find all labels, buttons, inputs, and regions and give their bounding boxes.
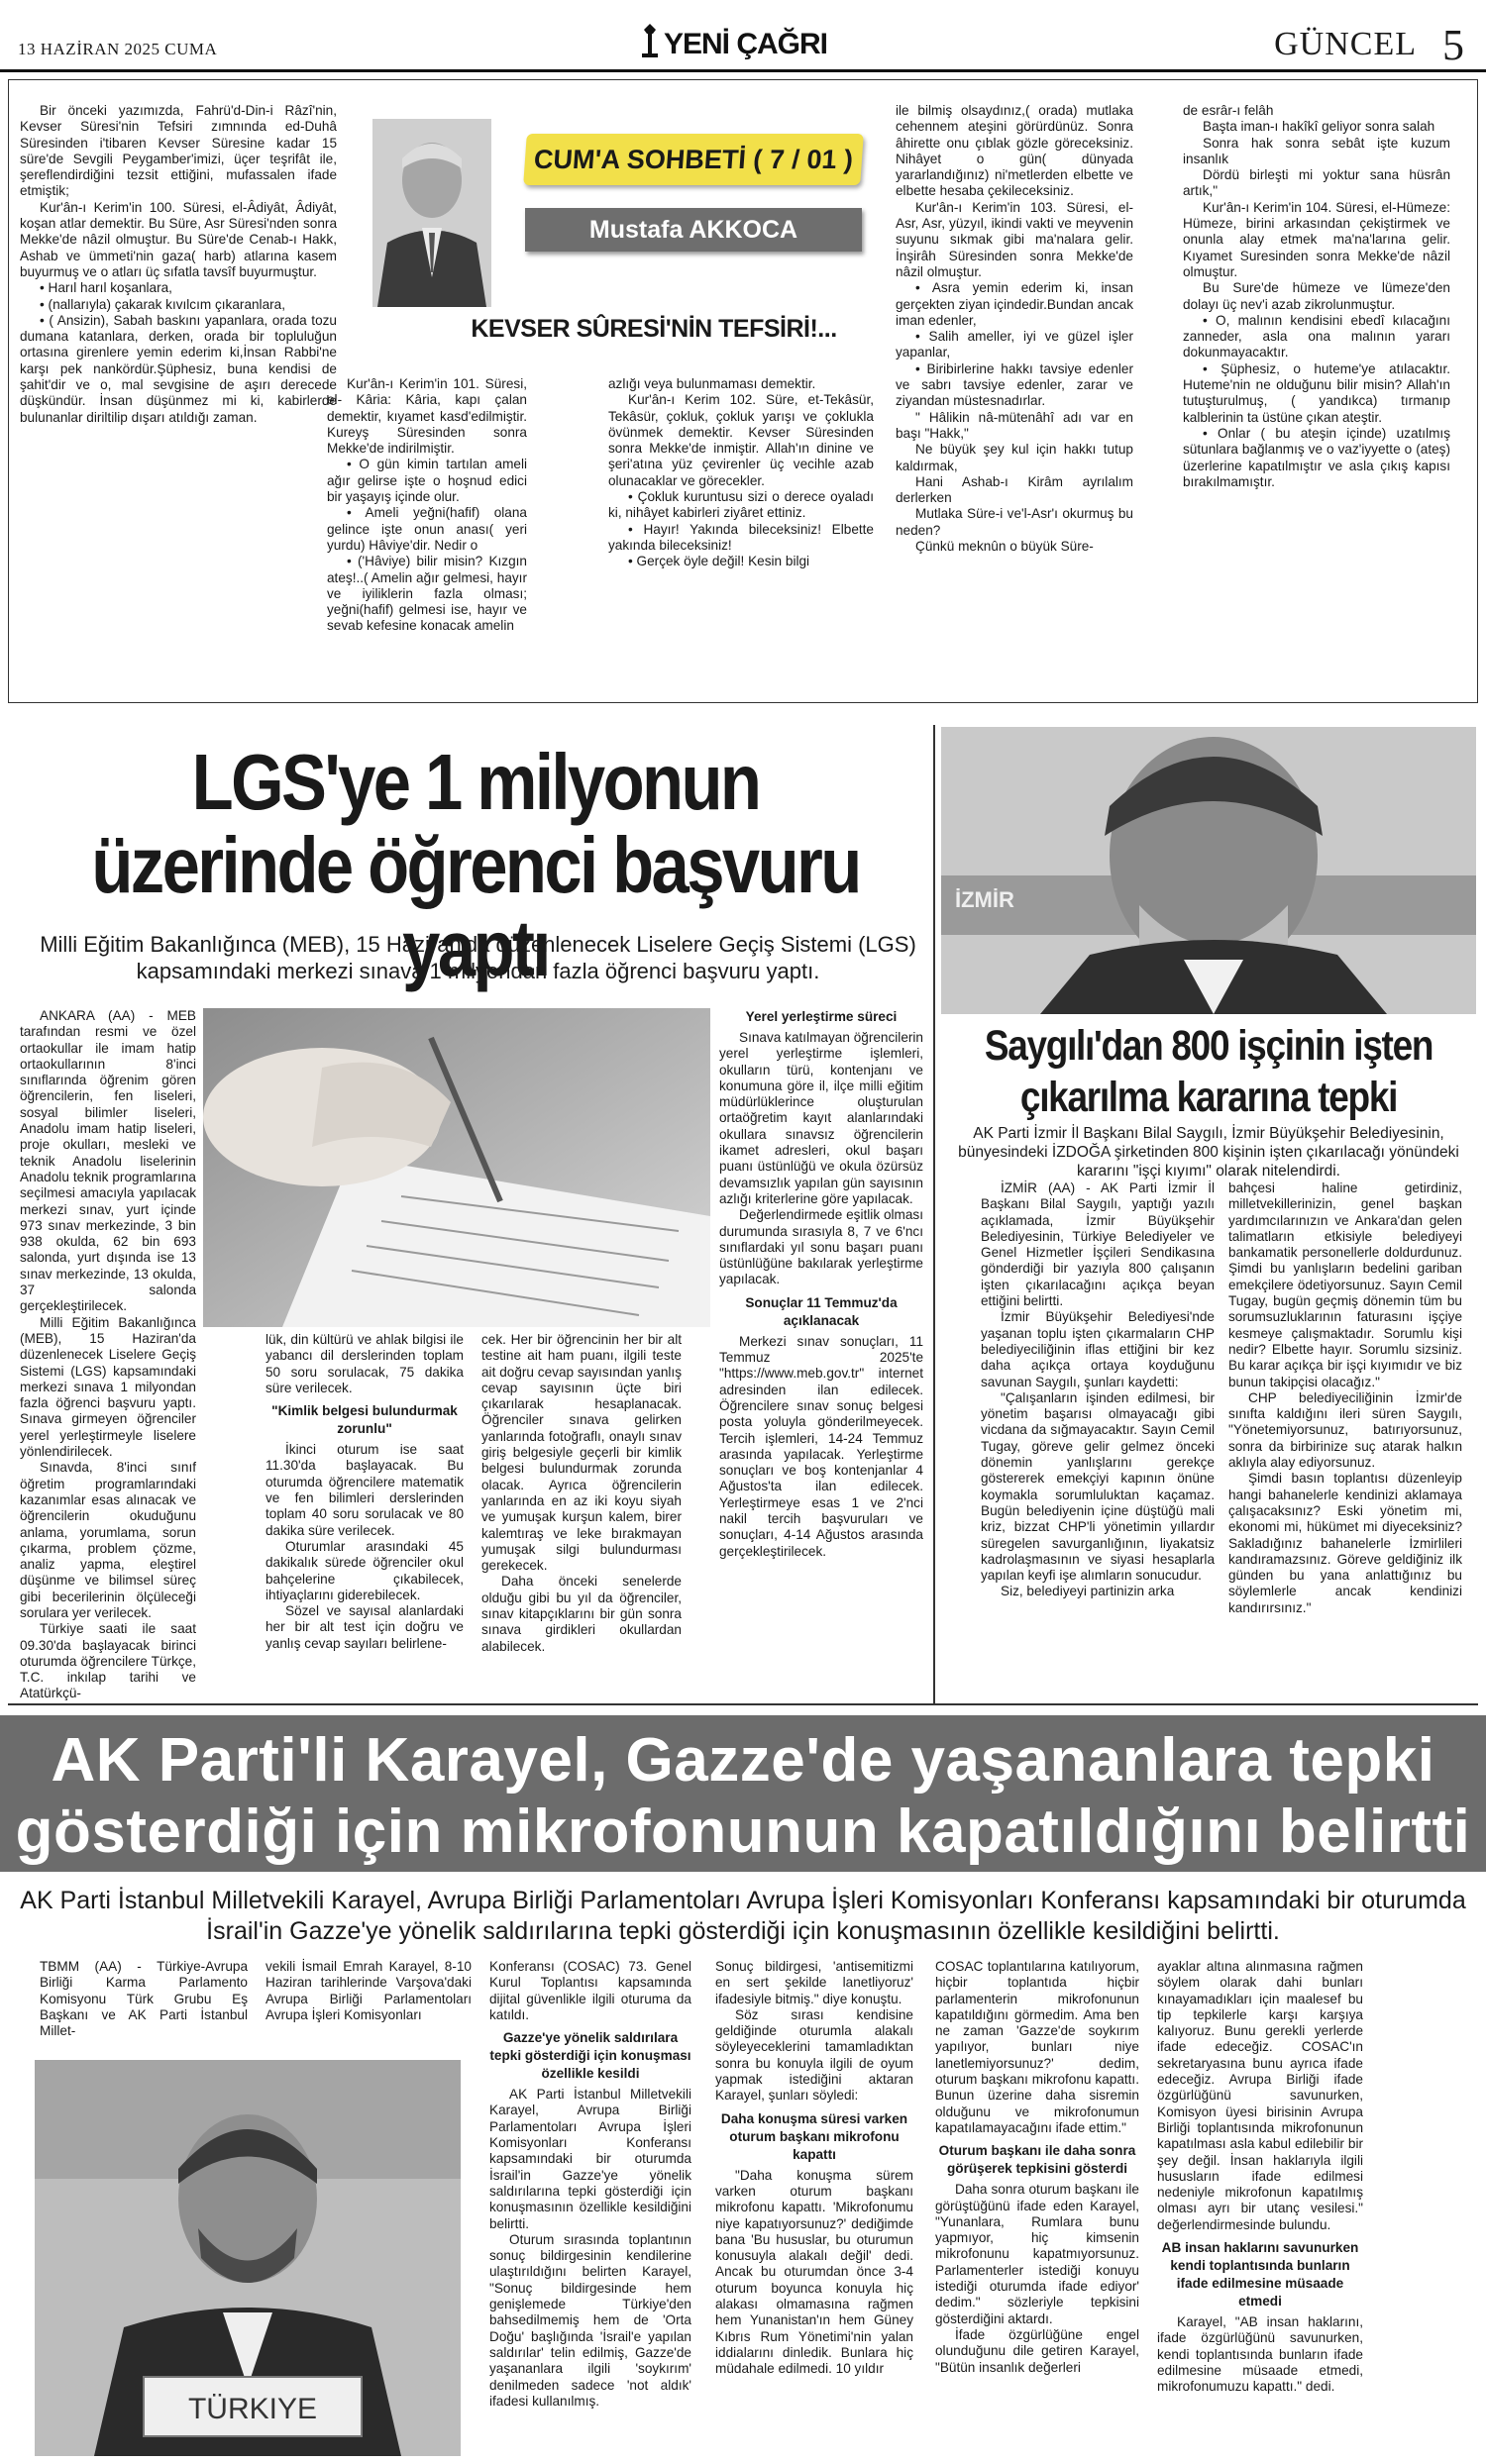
- karayel-col-6: [1157, 1959, 1363, 2396]
- paragraph: Sınava katılmayan öğrencilerin yerel yerleştirme işlemleri, okulların türü, kontenjanı ve konumuna göre il, ilçe milli eğitim müdürlüklerince oluşturulan ortaöğretim kayıt alanlarındaki okullara sınavsız öğrencilerin ikamet adresleri, okul başarı puanı üstünlüğü ve okula özürsüz devamsızlık yapılan gün sayısının azlığı kriterlerine göre yapılacak.: [719, 1030, 923, 1206]
- header-rule: [0, 69, 1486, 72]
- subheading: Gazze'ye yönelik saldırılara tepki gösterdiği için konuşması özellikle kesildi: [489, 2030, 691, 2082]
- paragraph: Bu Sure'de hümeze ve lümeze'den dolayı üç nev'i azab zikrolunmuştur.: [1183, 280, 1450, 312]
- logo-text: YENİ ÇAĞRI: [664, 28, 828, 60]
- photo-caption: İZMİR: [955, 887, 1014, 912]
- paragraph: İfade özgürlüğüne engel olunduğunu dile getiren Karayel, "Bütün insanlık değerleri: [935, 2326, 1139, 2375]
- paragraph: • Asra yemin ederim ki, insan gerçekten ziyan içindedir.Bundan ancak iman edenler,: [896, 280, 1133, 328]
- paragraph: Söz sırası kendisine geldiğinde oturumla alakalı söyleyeceklerini tamamladıktan sonra bu konuyla ilgili de oyum yapmak istediğini aktaran Karayel, şunları söyledi:: [715, 2006, 913, 2104]
- karayel-col-3: [489, 1959, 691, 2410]
- torch-icon: [642, 24, 658, 57]
- subheading: Yerel yerleştirme süreci: [745, 1009, 898, 1024]
- paragraph: Dördü birleşti mi yoktur sana hüsrân artık,": [1183, 167, 1450, 199]
- paragraph: Kur'ân-ı Kerim 102. Süre, et-Tekâsür, Tekâsür, çokluk, çokluk yarışı ve çoklukla övünmek demektir. Kevser Süresinden sonra Mekke'de inmiştir. Allah'ın dinine ve şeri'atına yüz çevirenler üç vecihle azab olunacaklar ve görecekler.: [608, 392, 874, 488]
- paragraph: Kur'ân-ı Kerim'in 101. Süresi, el- Kâria: Kâria, kapı çalan demektir, kıyamet kasd'edilmiştir. Kureyş Süresinden sonra Mekke'de indirilmiştir.: [327, 376, 527, 457]
- saygili-headline[interactable]: Saygılı'dan 800 işçinin işten çıkarılma kararına tepki: [984, 1022, 1433, 1121]
- paragraph: Daha önceki senelerde olduğu gibi bu yıl da öğrenciler, sınav kitapçıklarını bir gün sonra sınava girdikleri okullardan alabilecek.: [481, 1574, 682, 1654]
- headline-line-2: gösterdiği için mikrofonunun kapatıldığını belirtti: [15, 1797, 1471, 1866]
- saygili-col-1: [981, 1181, 1215, 1600]
- paragraph: COSAC toplantılarına katılıyorum, hiçbir toplantıda hiçbir parlamenterin mikrofonunun kapatıldığını görmedim. Ama ben ne zaman 'Gazze'de soykırım yapılıyor, bunları niye lanetlemiyorsunuz?' dedim, oturum başkanı mikrofonu kapattı. Bunun üzerine daha sisremin olduğunu ve mikrofonumun kapatılamayacağını ifade ettim.": [935, 1959, 1139, 2135]
- series-title-banner: CUM'A SOHBETİ ( 7 / 01 ): [523, 134, 864, 185]
- paragraph: Merkezi sınav sonuçları, 11 Temmuz 2025'te "https://www.meb.gov.tr" internet adresinden ilan edilecek. Öğrencilere sınav sonuç belgesi posta yoluyla gönderilmeyecek. Tercih işlemleri, 14-24 Temmuz arasında yapılacak. Yerleştirme sonuçları ve boş kontenjanlar 4 Ağustos'ta ilan edilecek. Yerleştirmeye esas 1 ve 2'nci nakil tercih başvuruları ve sonuçları, 4-14 Ağustos arasında gerçekleştirilecek.: [719, 1333, 923, 1559]
- paragraph: Sonuç bildirgesi, 'antisemitizmi en sert şekilde lanetliyoruz' ifadesiyle bitmiş." diye konuştu.: [715, 1959, 913, 2006]
- paragraph: Karayel, "AB insan haklarını, ifade özgürlüğünü savunurken, kendi toplantısında bunların ifade edilmesine müsaade etmedi, mikrofonumuzu kapattı." dedi.: [1157, 2314, 1363, 2395]
- exam-photo: [203, 1008, 710, 1327]
- karayel-col-1-top: [40, 1959, 248, 2039]
- paragraph: • Gerçek öyle değil! Kesin bilgi: [628, 554, 810, 569]
- paragraph: Kur'ân-ı Kerim'in 103. Süresi, el- Asr, Asr, yüzyıl, ikindi vakti ve meyvenin suyunu sıkmak gibi ma'nalara gelir. İnşirâh Süresinden sonra Mekke'de nâzil olmuştur.: [896, 199, 1133, 279]
- cuma-col-3: [608, 376, 874, 570]
- paragraph: • ('Hâviye) bilir misin? Kızgın ateş!..( Amelin ağır gelmesi, hayır ve iyiliklerin fazla olması; yeğni(hafif) gelmesi ise, hayır ve sevab kefesine konacak amelin: [327, 554, 527, 634]
- paragraph: vekili İsmail Emrah Karayel, 8-10 Haziran tarihlerinde Varşova'daki Avrupa Birliği Parlamentoları Avrupa İşleri Komisyonları: [265, 1959, 472, 2022]
- paragraph: • Hayır! Yakında bileceksiniz! Elbette yakında bileceksiniz!: [608, 521, 874, 553]
- paragraph: Kur'ân-ı Kerim'in 100. Süresi, el-Âdiyât, Âdiyât, koşan atlar demektir. Bu Süre, Asr Süresi'nden sonra Mekke'de nâzil olmuştur. Bu Süre'de Cenab-ı Hakk, Ashab ve ümmeti'nin gaza( harb) atlarına kasem buyurmuş ve o atları üç sıfatla tavsîf buyurmuştur.: [20, 199, 337, 279]
- paragraph: de esrâr-ı felâh: [1183, 103, 1274, 118]
- cuma-col-5: [1183, 103, 1450, 490]
- paragraph: Sınavda, 8'inci sınıf öğretim programlarındaki kazanımlar esas alınacak ve öğrencilerin okuduğunu anlama, yorumlama, sorun çıkarma, problem çözme, analiz yapma, eleştirel düşünme ve bilimsel süreç gibi becerilerinin ölçüleceği sorulara yer verilecek.: [20, 1460, 196, 1620]
- karayel-photo: [35, 2060, 461, 2456]
- paragraph: Türkiye saati ile saat 09.30'da başlayacak birinci oturumda öğrencilere Türkçe, T.C. inkılap tarihi ve Atatürkçü-: [20, 1621, 196, 1701]
- saygili-lead: AK Parti İzmir İl Başkanı Bilal Saygılı, İzmir Büyükşehir Belediyesinin, bünyesindeki İZDOĞA şirketinden 800 kişinin işten çıkarılacağı yönündeki kararını "işçi kıyımı" olarak nitelendirdi.: [958, 1125, 1459, 1180]
- karayel-headline[interactable]: [0, 1725, 1486, 1868]
- paragraph: • (nallarıyla) çakarak kıvılcım çıkaranlara,: [40, 296, 286, 312]
- paragraph: Çünkü meknûn o büyük Süre-: [915, 539, 1094, 555]
- paragraph: • Onlar ( bu ateşin içinde) uzatılmış sütunlara bağlanmış ve o vaz'iyyette o (ateş) üzerlerine kapatılmıştır ve asla çıkış kapısı bırakılmamıştır.: [1183, 425, 1450, 489]
- paragraph: Hani Ashab-ı Kirâm ayrılalım derlerken: [896, 473, 1133, 506]
- karayel-lead: AK Parti İstanbul Milletvekili Karayel, Avrupa Birliği Parlamentoları Avrupa İşleri Komisyonları Konferansı kapsamındaki bir oturumda İsrail'in Gazze'ye yönelik saldırılarına tepki gösterdiği için konuşmasının özellikle kesildiğini belirtti.: [20, 1887, 1466, 1945]
- lgs-col-2: [265, 1332, 464, 1652]
- paragraph: İZMİR (AA) - AK Parti İzmir İl Başkanı Bilal Saygılı, yaptığı yazılı açıklamada, İzmir Büyükşehir Belediyesinin, Türkiye Belediyeler ve Genel Hizmetler İşçileri Sendikasına gönderdiği bir yazıyla 800 çalışanın işten çıkarılacağını açıkça beyan ettiğini belirtti.: [981, 1181, 1215, 1309]
- subheading: Oturum başkanı ile daha sonra görüşerek tepkisini gösterdi: [938, 2143, 1136, 2177]
- column-divider: [933, 725, 935, 1703]
- paragraph: "Çalışanların işinden edilmesi, bir yönetim başarısı olmayacağı gibi vicdana da sığmayacaktır. Sayın Cemil Tugay, göreve gelir gelmez önceki dönemin yanlışlarını gerekçe göstererek emekçiyi kapının önüne koymakla sorumluluktan kaçamaz. Bugün belediyenin içine düştüğü mali kriz, bizzat CHP'li yönetimin yıllardır süregelen savurganlığının, liyakatsiz kadrolaşmasının ve siyasi hesaplarla yapılan keyfi işe alımların sonucudur.: [981, 1389, 1215, 1584]
- politician-photo: [941, 727, 1476, 1014]
- paragraph: cek. Her bir öğrencinin her bir alt testine ait ham puanı, ilgili teste ait doğru cevap sayısından yanlış cevap sayısının üçte biri çıkarılarak hesaplanacak. Öğrenciler sınava gelirken yanlarında fotoğraflı, onaylı sınav giriş belgesiyle geçerli bir kimlik belgesi bulundurmak zorunda olacak. Ayrıca öğrencilerin yanlarında en az iki koyu siyah ve yumuşak kurşun kalem, birer kalemtıraş ve leke bırakmayan yumuşak silgi bulundurması gerekecek.: [481, 1332, 682, 1574]
- paragraph: bahçesi haline getirdiniz, milletvekillerinizin, genel başkan yardımcılarınızın ve Ankara'dan gelen talimatların etkisiyle belediyeyi bankamatik personellerle doldurdunuz. Şimdi bu yanlışların bedelini gariban emekçilere ödetiyorsunuz. Sayın Cemil Tugay, bugün geçmiş dönemin tüm bu sorumsuzluklarının faturasını işçiye kesmeye çalışmaktadır. Sorumlu kişi nedir? Elbette hayır. Sorumlu sizsiniz. Bu karar açıkça bir işçi kıyımıdır ve biz bunun takipçisi olacağız.": [1228, 1181, 1462, 1389]
- paragraph: • Çokluk kuruntusu sizi o derece oyaladı ki, nihâyet kabirleri ziyâret ettiniz.: [608, 489, 874, 521]
- author-photo: [372, 119, 491, 307]
- paragraph: Bir önceki yazımızda, Fahrü'd-Din-i Râzî'nin, Kevser Süresi'nin Tefsiri zımnında ed-Duhâ Süresinden i'tibaren Kevser Süresine kadar 15 süre'de Sevgili Peygamber'imizi, üçer teşrifât ile, şereflendirdiğini tezsit ettiğini, mufassalen ifade etmiştik;: [20, 103, 337, 199]
- lgs-col-3: [481, 1332, 682, 1655]
- paragraph: • Şüphesiz, o huteme'ye atılacaktır. Huteme'nin ne olduğunu bilir misin? Allah'ın tutuşturulmuş, ( yandıkca) tırmanıp kalblerinin ta üstüne çıkan ateştir.: [1183, 360, 1450, 425]
- paragraph: • ( Ansizin), Sabah baskını yapanlara, orada tozu dumana katanlara, derken, orada bir topluluğun ortasına girenlere yemin ederim ki,İnsan Rabbi'ne karşı pek nankördür.Şüphesiz, buna kendisi de şahit'dir ve o, mal sevgisine de aşırı derecede düşkündür. İnsan düşünmez mi ki, kabirlerde bulunanlar diriltilip dışarı atıldığı zaman.: [20, 312, 337, 425]
- paragraph: Siz, belediyeyi partinizin arka: [1001, 1584, 1175, 1599]
- paragraph: TBMM (AA) - Türkiye-Avrupa Birliği Karma Parlamento Komisyonu Türk Grubu Eş Başkanı ve AK Parti İstanbul Millet-: [40, 1959, 248, 2039]
- lgs-col-4: [719, 1008, 923, 1560]
- paragraph: ayaklar altına alınmasına rağmen söylem olarak dahi bunları kınayamadıkları için maalesef bu tip tepkilerle karşı karşıya kalıyoruz. Bunu gerekli yerlerde ifade edeceğiz. COSAC'ın sekretaryasına bunu ayrıca ifade edeceğiz. Avrupa Birliği ifade özgürlüğünü savunurken, Komisyon üyesi birisinin Avrupa Birliği toplantısında mikrofonunun kapatılması asla kabul edilebilir bir şey değil. İnsan haklarıyla ilgili hususların ifade edilmesi nedeniyle mikrofonun kapatılmış olması ayrı bir utanç vesilesi." değerlendirmesinde bulundu.: [1157, 1959, 1363, 2232]
- paragraph: Başta iman-ı hakîkî geliyor sonra salah: [1203, 119, 1435, 135]
- issue-date: 13 HAZİRAN 2025 CUMA: [18, 40, 218, 58]
- paragraph: İkinci oturum ise saat 11.30'da başlayacak. Bu oturumda öğrencilere matematik ve fen bilimleri derslerinden toplam 40 soru sorulacak ve 80 dakika süre verilecek.: [265, 1442, 464, 1538]
- karayel-col-2-top: [265, 1959, 472, 2023]
- paragraph: Konferansı (COSAC) 73. Genel Kurul Toplantısı kapsamında dijital güvenlikle ilgili oturuma da katıldı.: [489, 1959, 691, 2022]
- paragraph: Oturumlar arasındaki 45 dakikalık sürede öğrenciler okul bahçelerine çıkabilecek, ihtiyaçlarını giderebilecek.: [265, 1538, 464, 1602]
- paragraph: Daha sonra oturum başkanı ile görüştüğünü ifade eden Karayel, "Yunanlara, Rumlara bunu yapmıyor, hiç kimsenin mikrofonunu kapatmıyorsunuz. Parlamenterler istediği konuyu istediği oturumda ifade ediyor' dedim." sözleriyle tepkisini gösterdiğini aktardı.: [935, 2182, 1139, 2326]
- karayel-col-5: [935, 1959, 1139, 2376]
- lgs-col-1: [20, 1008, 196, 1702]
- paragraph: ANKARA (AA) - MEB tarafından resmi ve özel ortaokullar ile imam hatip ortaokullarının 8'inci sınıflarında öğrenim gören öğrencilerin, fen liseleri, sosyal bilimler liseleri, Anadolu imam hatip liseleri, proje okulları, mesleki ve teknik Anadolu liselerinin Anadolu teknik programlarına seçilmesi amacıyla yapılacak merkezi sınav, yurt içinde 973 sınav merkezinde, 3 bin 938 okulda, 62 bin 693 salonda, yurt dışında ise 13 sınav merkezinde, 13 okulda, 37 salonda gerçekleştirilecek.: [20, 1008, 196, 1314]
- paragraph: ile bilmiş olsaydınız,( orada) mutlaka cehennem ateşini görürdünüz. Sonra âhirette onu çıblak gözle göreceksiniz. Nihâyet o gün( dünyada yararlandığınız) ni'metlerden elbette ve elbette hesaba çekileceksiniz.: [896, 103, 1133, 199]
- headline-line-1: AK Parti'li Karayel, Gazze'de yaşananlara tepki: [51, 1726, 1435, 1795]
- cuma-col-2: [327, 376, 527, 635]
- paragraph: azlığı veya bulunmaması demektir.: [608, 376, 816, 391]
- karayel-col-4: [715, 1959, 913, 2378]
- cuma-col-1: [20, 103, 337, 426]
- paragraph: Sonra hak sonra sebât işte kuzum insanlık: [1183, 135, 1450, 166]
- nameplate-text: TÜRKIYE: [187, 2393, 318, 2425]
- article-subtitle: KEVSER SÛRESİ'NİN TEFSİRİ!...: [471, 315, 837, 343]
- paragraph: Mutlaka Süre-i ve'l-Asr'ı okurmuş bu neden?: [896, 506, 1133, 538]
- subheading: Sonuçlar 11 Temmuz'da açıklanacak: [745, 1294, 898, 1328]
- paragraph: Ne büyük şey kul için hakkı tutup kaldırmak,: [896, 442, 1133, 473]
- paragraph: • Harıl harıl koşanlara,: [40, 280, 172, 296]
- paragraph: • Salih ameller, iyi ve güzel işler yapanlar,: [896, 329, 1133, 360]
- author-name-banner: Mustafa AKKOCA: [525, 208, 862, 252]
- subheading: "Kimlik belgesi bulundurmak zorunlu": [271, 1403, 458, 1437]
- cuma-col-4: [896, 103, 1133, 555]
- subheading: Daha konuşma süresi varken oturum başkanı mikrofonu kapattı: [720, 2110, 908, 2162]
- paragraph: Değerlendirmede eşitlik olması durumunda sırasıyla 8, 7 ve 6'ncı sınıflardaki yıl sonu başarı puanı üstünlüğüne bakılarak yerleştirme yapılacak.: [719, 1207, 923, 1287]
- paragraph: "Daha konuşma sürem varken oturum başkanı mikrofonu kapattı. 'Mikrofonumu niye kapatıyorsunuz?' dediğimde bana 'Bu hususlar, bu oturumun konusuyla alakalı değil' dedi. Ancak bu oturumdan önce 3-4 oturum boyunca konuyla hiç alakası olmamasına rağmen hem Yunanistan'ın hem Güney Kıbrıs Rum Yönetimi'nin yalan iddialarını dinledik. Bunlara hiç müdahale edilmedi. 10 yıldır: [715, 2167, 913, 2377]
- section-divider: [8, 1703, 1478, 1705]
- section-name: GÜNCEL: [1274, 26, 1417, 62]
- lgs-lead: Milli Eğitim Bakanlığınca (MEB), 15 Haziran'da düzenlenecek Liselere Geçiş Sistemi (LGS) kapsamındaki merkezi sınava 1 milyondan fazla öğrenci başvuru yaptı.: [40, 932, 916, 983]
- paragraph: CHP belediyeciliğinin İzmir'de sınıfta kaldığını ileri süren Saygılı, "Yönetemiyorsunuz, batırıyorsunuz, sonra da birbirinize suç atarak halkın aklıyla alay ediyorsunuz.: [1228, 1389, 1462, 1471]
- paragraph: • Ameli yeğni(hafif) olana gelince işte onun anası( yeri yurdu) Hâviye'dir. Nedir o: [327, 505, 527, 553]
- paragraph: AK Parti İstanbul Milletvekili Karayel, Avrupa Birliği Parlamentoları Avrupa İşleri Komisyonları Konferansı kapsamındaki bir oturumda İsrail'in Gazze'ye yönelik saldırılarına tepki gösterdiği için konuşmasının özellikle kesildiğini belirtti.: [489, 2087, 691, 2231]
- page-number: 5: [1442, 21, 1464, 69]
- paragraph: • O gün kimin tartılan ameli ağır gelirse işte o hoşnud edici bir yaşayış içinde olur.: [327, 457, 527, 505]
- paragraph: lük, din kültürü ve ahlak bilgisi ile yabancı dil derslerinden toplam 50 soru sorulacak, 75 dakika süre verilecek.: [265, 1332, 464, 1395]
- paragraph: • Biribirlerine hakkı tavsiye edenler ve sabrı tavsiye edenler, zarar ve ziyandan müstesnadırlar.: [896, 360, 1133, 409]
- paragraph: İzmir Büyükşehir Belediyesi'nde yaşanan toplu işten çıkarmaların CHP belediyeciliğinin iflas ettiğini bir kez daha açıkça ortaya koyduğunu savunan Saygılı, şunları kaydetti:: [981, 1309, 1215, 1389]
- paragraph: Sözel ve sayısal alanlardaki her bir alt test için doğru ve yanlış cevap sayıları belirlene-: [265, 1603, 464, 1651]
- paragraph: Oturum sırasında toplantının sonuç bildirgesinin kendilerine ulaştırıldığını belirten Karayel, "Sonuç bildirgesinde hem genişlemede Türkiye'den bahsedilmemiş hem de 'Orta Doğu' başlığında 'İsrail'e yapılan saldırılar' telin edilmiş, Gazze'de yaşananlara ilgili 'soykırım' denilmeden sadece 'not aldık' ifadesi kullanılmış.: [489, 2231, 691, 2409]
- paragraph: Milli Eğitim Bakanlığınca (MEB), 15 Haziran'da düzenlenecek Liselere Geçiş Sistemi (LGS) kapsamındaki merkezi sınava 1 milyondan fazla öğrenci başvuru yaptı. Sınava girmeyen öğrenciler yerel yerleştirmeyle liselere yönlendirilecek.: [20, 1314, 196, 1460]
- paragraph: " Hâlikin nâ-mütenâhî adı var en başı "Hakk,": [896, 409, 1133, 441]
- saygili-col-2: [1228, 1181, 1462, 1616]
- paragraph: Kur'ân-ı Kerim'in 104. Süresi, el-Hümeze: Hümeze, birini arkasından çekiştirmek ve onunla alay etmek ma'na'larına gelir. Kıyamet Suresinden sonra Mekke'de nâzil olmuştur.: [1183, 199, 1450, 279]
- newspaper-logo[interactable]: [634, 20, 852, 61]
- lgs-headline[interactable]: LGS'ye 1 milyonun üzerinde öğrenci başvuru yaptı: [91, 738, 860, 992]
- paragraph: • O, malının kendisini ebedî kılacağını zanneder, asla ona malının yararı dokunmayacaktır.: [1183, 312, 1450, 360]
- subheading: AB insan haklarını savunurken kendi toplantısında bunların ifade edilmesine müsaade etmedi: [1161, 2240, 1359, 2310]
- paragraph: Şimdi basın toplantısı düzenleyip hangi bahanelerle kendinizi aklamaya çalışacaksınız? Eski yönetim mi, ekonomi mi, hükümet mi diyeceksiniz? Sakladığınız bahanelerle İzmirlileri kandıramazsınız. Göreve geldiğiniz ilk günden bu yana anlattığınız bu söylemlerle ancak kendinizi kandırırsınız.": [1228, 1471, 1462, 1615]
